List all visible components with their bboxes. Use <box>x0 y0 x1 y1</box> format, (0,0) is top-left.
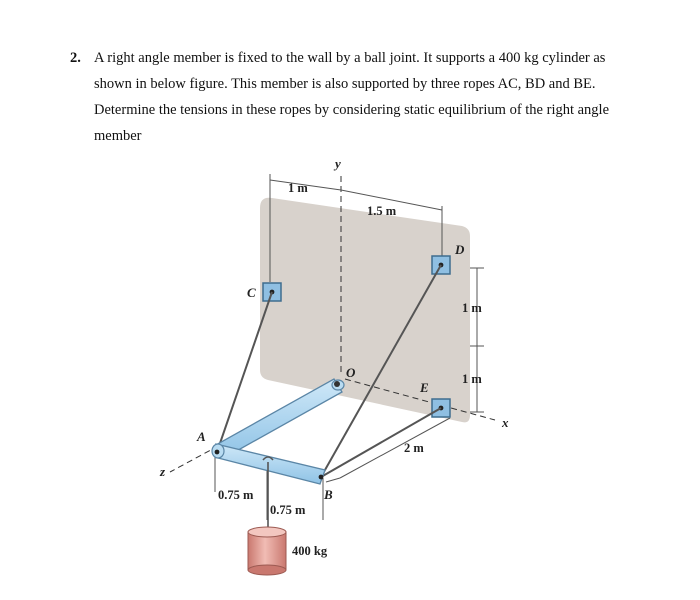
mass-label: 400 kg <box>292 544 328 558</box>
dim-floor: 2 m <box>404 441 424 455</box>
z-axis-label: z <box>160 464 166 479</box>
point-c-label: C <box>247 285 256 300</box>
point-o-label: O <box>346 365 356 380</box>
ball-joint-o <box>334 381 340 387</box>
right-angle-member <box>212 379 344 484</box>
wall-plate <box>260 198 470 423</box>
y-axis-label: y <box>335 156 341 171</box>
dim-arm-a: 0.75 m <box>218 488 254 502</box>
cylinder-400kg <box>248 527 286 575</box>
point-a-label: A <box>197 429 206 444</box>
problem-line-3: Determine the tensions in these ropes by considering static equilibrium of the right angle <box>94 102 610 118</box>
problem-line-4: member <box>94 128 142 144</box>
dim-right-lower: 1 m <box>462 372 482 386</box>
problem-line-2: shown in below figure. This member is also supported by three ropes AC, BD and BE. <box>94 76 596 92</box>
point-e-label: E <box>420 380 429 395</box>
x-axis-label: x <box>502 415 509 430</box>
problem-line-1: A right angle member is fixed to the wall by a ball joint. It supports a 400 kg cylinder as <box>94 50 606 66</box>
dim-top-left: 1 m <box>288 181 308 195</box>
problem-number: 2. <box>70 50 81 66</box>
dim-arm-b: 0.75 m <box>270 503 306 517</box>
point-d-label: D <box>455 242 465 257</box>
point-b-label: B <box>324 487 333 502</box>
dim-right-upper: 1 m <box>462 301 482 315</box>
dim-top-right: 1.5 m <box>367 204 397 218</box>
